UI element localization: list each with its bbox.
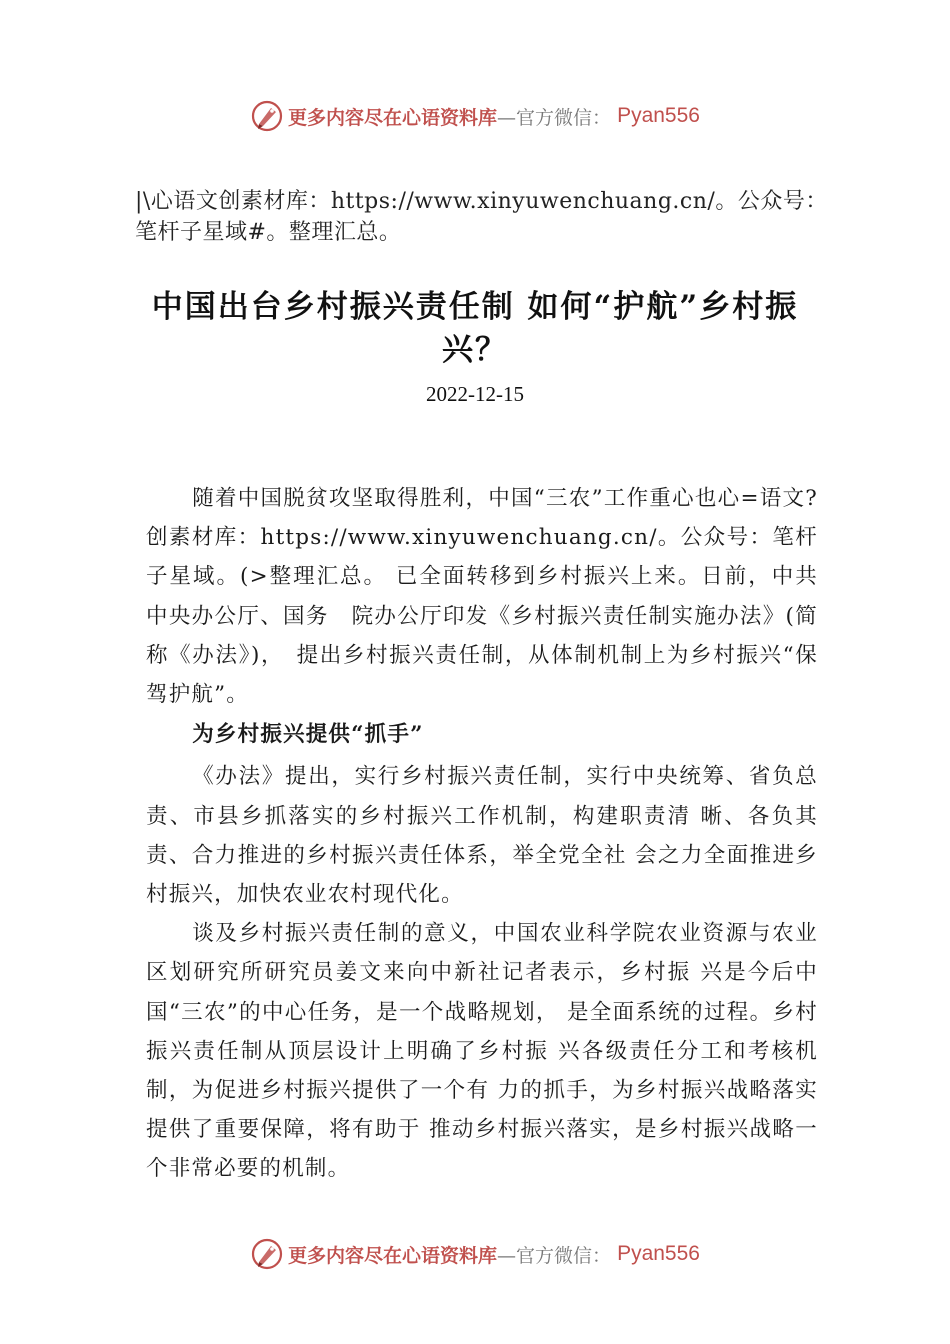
pen-nib-logo-icon <box>250 99 284 133</box>
banner-wechat-id: Pyan556 <box>617 1242 700 1265</box>
pen-nib-logo-icon <box>250 1237 284 1271</box>
paragraph-3: 谈及乡村振兴责任制的意义，中国农业科学院农业资源与农业区划研究所研究员姜文来向中新社记者表示，乡村振 兴是今后中国“三农”的中心任务，是一个战略规划， 是全面系统的过程。乡村振兴责任制从顶层设计上明确了乡村振 兴各级责任分工和考核机制，为促进乡村振兴提供了一个有 力的抓手，为乡村振兴战略落实提供了重要保障，将有助于 推动乡村振兴落实，是乡村振兴战略一个非常必要的机制。 <box>146 921 818 1182</box>
header-watermark-banner <box>0 96 950 136</box>
article-date: 2022-12-15 <box>426 382 524 406</box>
section-subheading: 为乡村振兴提供“抓手” <box>192 722 424 748</box>
paragraph-2: 《办法》提出，实行乡村振兴责任制，实行中央统筹、省负总责、市县乡抓落实的乡村振兴工作机制，构建职责清 晰、各负其责、合力推进的乡村振兴责任体系，举全党全社 会之力全面推进乡村振兴，加快农业农村现代化。 <box>146 764 818 908</box>
article-body <box>146 479 818 1189</box>
banner-gray-text: —官方微信： <box>497 1244 612 1267</box>
banner-red-text: 更多内容尽在心语资料库 <box>288 106 498 129</box>
article-title: 中国出台乡村振兴责任制 如何“护航”乡村振兴？ <box>151 289 799 368</box>
banner-gray-text: —官方微信： <box>497 106 612 129</box>
paragraph-1: 随着中国脱贫攻坚取得胜利，中国“三农”工作重心也心=语文?创素材库：https://www.xinyuwenchuang.cn/。公众号：笔杆子星域。(>整理汇总。 已全面转移到乡村振兴上来。日前，中共中央办公厅、国务 院办公厅印发《乡村振兴责任制实施办法》(简称《办法》)， 提出乡村振兴责任制，从体制机制上为乡村振兴“保驾护航”。 <box>146 486 818 708</box>
footer-watermark-banner <box>0 1234 950 1274</box>
banner-red-text: 更多内容尽在心语资料库 <box>288 1244 498 1267</box>
banner-wechat-id: Pyan556 <box>617 104 700 127</box>
source-note: |\心语文创素材库：https://www.xinyuwenchuang.cn/。公众号：笔杆子星域#。整理汇总。 <box>135 189 828 245</box>
